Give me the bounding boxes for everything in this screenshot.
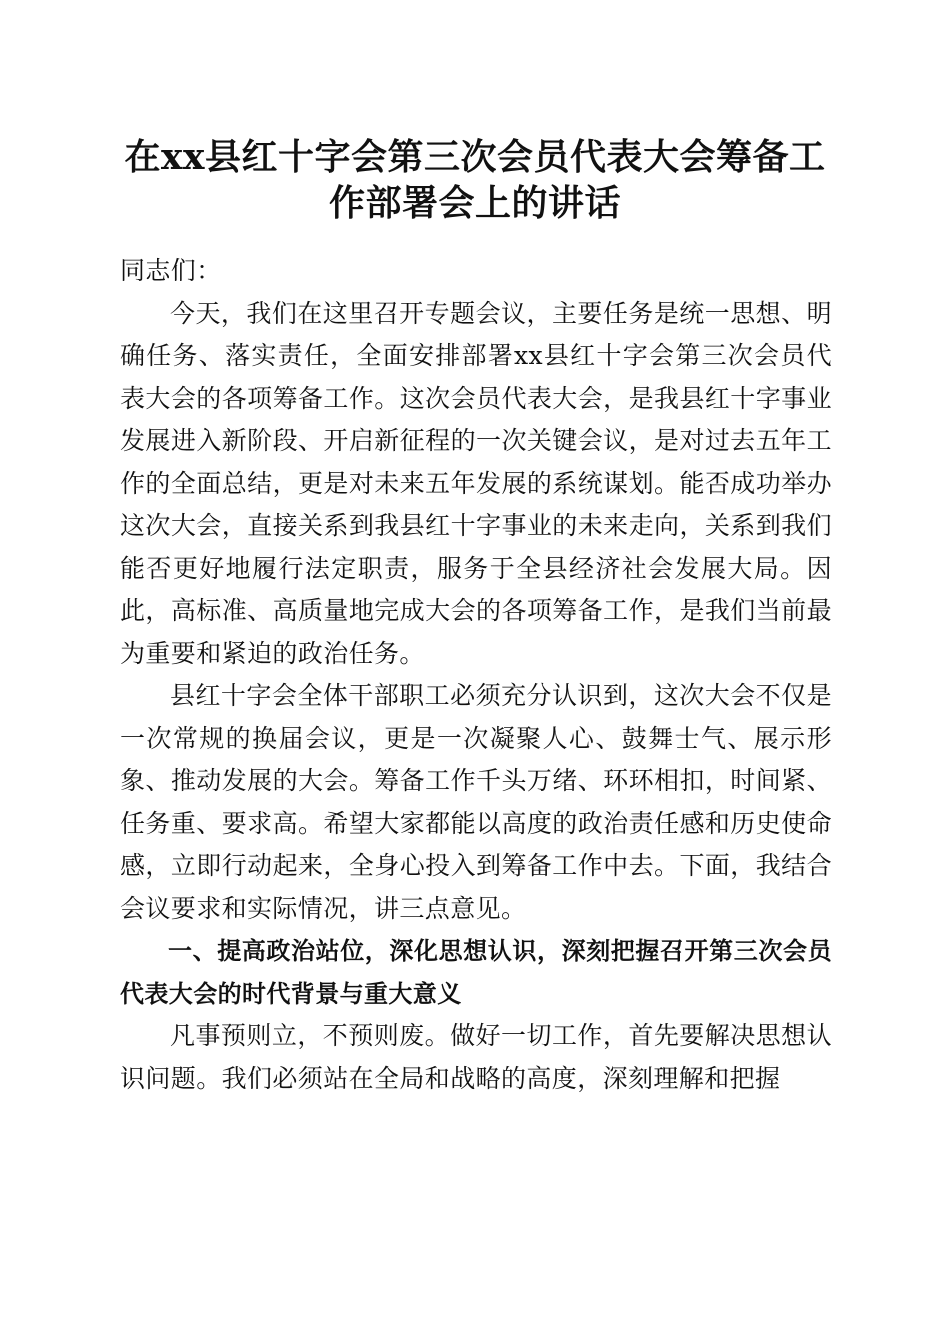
document-title	[100, 134, 850, 226]
section-heading-1: 一、提高政治站位，深化思想认识，深刻把握召开第三次会员代表大会的时代背景与重大意义	[120, 937, 832, 1008]
paragraph-3: 凡事预则立，不预则废。做好一切工作，首先要解决思想认识问题。我们必须站在全局和战略的高度，深刻理解和把握	[120, 1021, 832, 1093]
title-line-1: 在xx县红十字会第三次会员代表大会筹备工	[124, 136, 826, 178]
salutation: 同志们：	[120, 256, 222, 285]
title-line-2: 作部署会上的讲话	[328, 182, 621, 224]
paragraph-1: 今天，我们在这里召开专题会议，主要任务是统一思想、明确任务、落实责任，全面安排部署xx县红十字会第三次会员代表大会的各项筹备工作。这次会员代表大会，是我县红十字事业发展进入新阶段、开启新征程的一次关键会议，是对过去五年工作的全面总结，更是对未来五年发展的系统谋划。能否成功举办这次大会，直接关系到我县红十字事业的未来走向，关系到我们能否更好地履行法定职责，服务于全县经济社会发展大局。因此，高标准、高质量地完成大会的各项筹备工作，是我们当前最为重要和紧迫的政治任务。	[120, 298, 832, 668]
document-body	[120, 250, 832, 1100]
paragraph-2: 县红十字会全体干部职工必须充分认识到，这次大会不仅是一次常规的换届会议，更是一次凝聚人心、鼓舞士气、展示形象、推动发展的大会。筹备工作千头万绪、环环相扣，时间紧、任务重、要求高。希望大家都能以高度的政治责任感和历史使命感，立即行动起来，全身心投入到筹备工作中去。下面，我结合会议要求和实际情况，讲三点意见。	[120, 681, 832, 923]
